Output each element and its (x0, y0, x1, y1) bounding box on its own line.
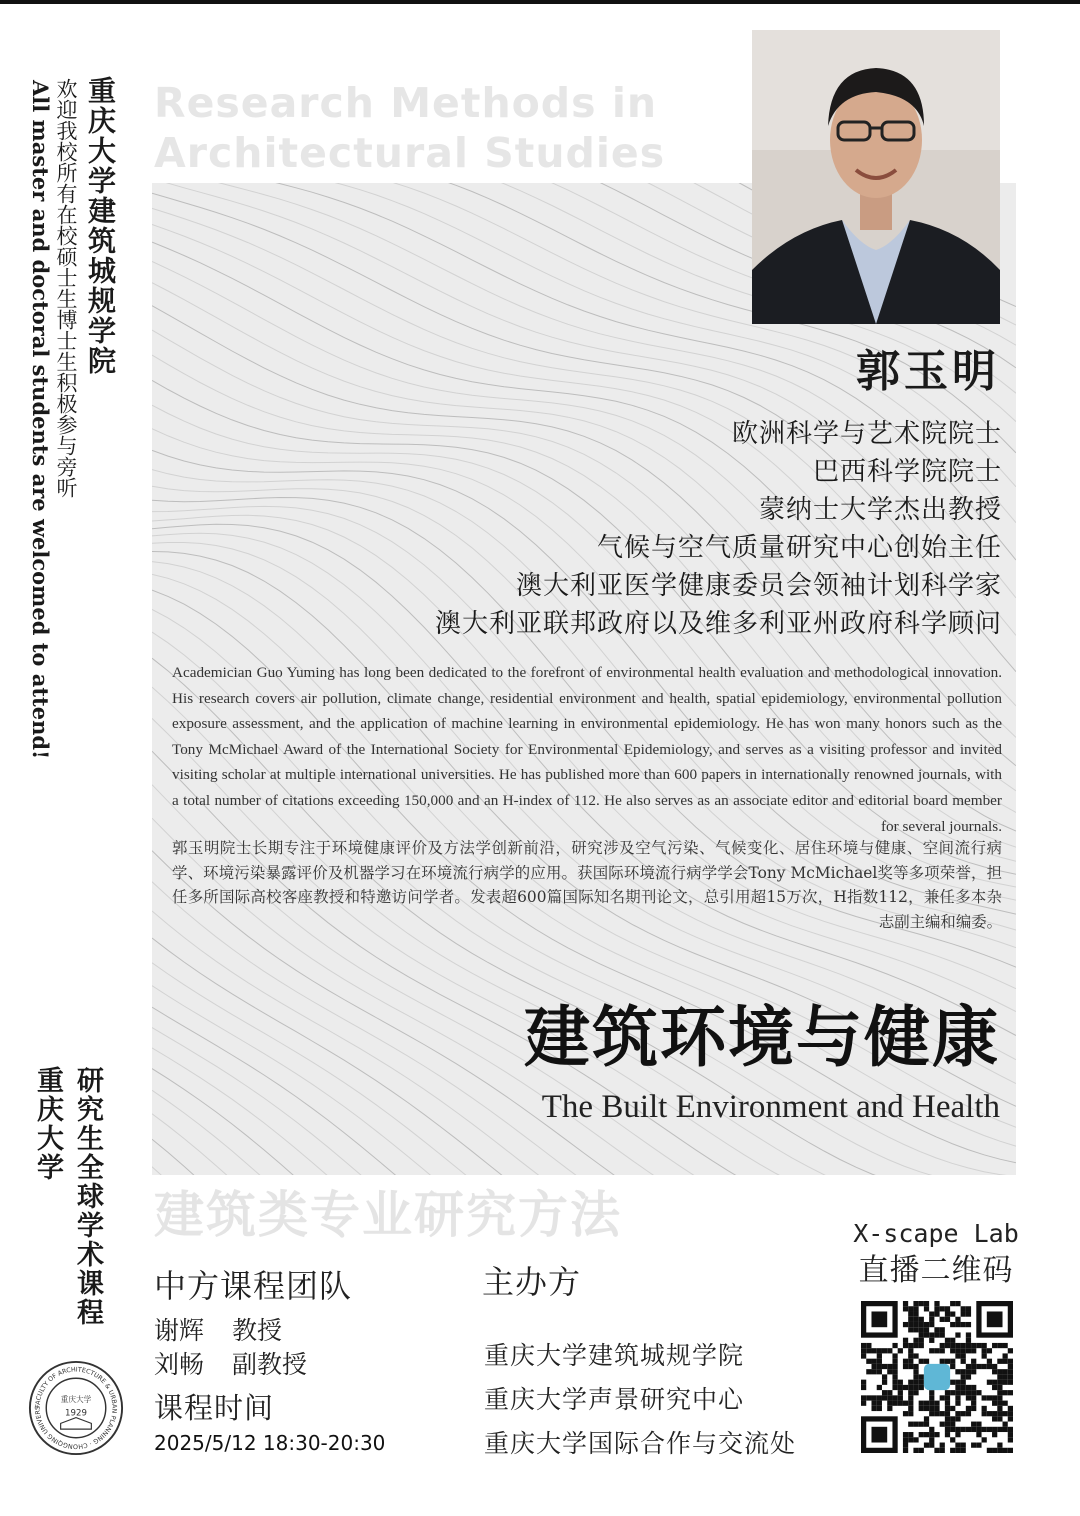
speaker-photo (752, 30, 1000, 324)
time-heading: 课程时间 (154, 1391, 275, 1425)
seal-center-text: 重庆大学 (60, 1395, 92, 1405)
team-member (154, 1348, 307, 1382)
live-qr-code[interactable] (861, 1301, 1013, 1453)
university-seal (28, 1360, 124, 1456)
speaker-name: 郭玉明 (856, 346, 1000, 397)
host-item: 重庆大学国际合作与交流处 (484, 1429, 797, 1458)
live-qr-label: 直播二维码 (858, 1253, 1014, 1288)
speaker-title: 蒙纳士大学杰出教授 (758, 495, 1002, 525)
host-item: 重庆大学建筑城规学院 (484, 1341, 745, 1370)
course-time: 2025/5/12 18:30-20:30 (154, 1431, 386, 1455)
top-border (0, 0, 1080, 4)
course-series-vertical: 研究生全球学术课程 (72, 1066, 103, 1327)
host-heading: 主办方 (482, 1263, 582, 1301)
member-role: 副教授 (232, 1350, 308, 1379)
speaker-bio-chinese: 郭玉明院士长期专注于环境健康评价及方法学创新前沿，研究涉及空气污染、气候变化、居住环境与健康、空间流行病学、环境污染暴露评价及机器学习在环境流行病学的应用。获国际环境流行病学学会Tony McMichael奖等多项荣誉，担任多所国际高校客座教授和特邀访问学者。发表超600篇国际知名期刊论文，总引用超15万次，H指数112，兼任多本杂志副主编和编委。 (172, 839, 1002, 931)
university-vertical: 重庆大学 (32, 1066, 63, 1182)
speaker-bio-english: Academician Guo Yuming has long been dedicated to the forefront of environmental health evaluation and methodological innovation. His research covers air pollution, climate change, residential environment and health, spatial epidemiology, environmental pollution exposure assessment, and the application of machine learning in environmental epidemiology. He has won many honors such as the Tony McMichael Award of the International Society for Environmental Epidemiology, and serves as a visiting professor and invited visiting scholar at multiple international universities. He has published more than 600 papers in internationally renowned journals, with a total number of citations exceeding 150,000 and an H-index of 112. He also serves as an associate editor and editorial board member for several journals. (172, 664, 1002, 835)
lab-name: X-scape Lab (853, 1219, 1019, 1248)
speaker-title: 澳大利亚联邦政府以及维多利亚州政府科学顾问 (434, 609, 1002, 639)
course-title-en: The Built Environment and Health (541, 1089, 1000, 1125)
speaker-titles (435, 415, 1002, 643)
seal-ring-text: FACULTY OF ARCHITECTURE & URBAN PLANNING · CHONGQING UNIVERS (34, 1366, 118, 1450)
speaker-title: 欧洲科学与艺术院院士 (731, 419, 1002, 449)
team-member (154, 1314, 307, 1348)
team-list (154, 1314, 307, 1382)
seal-year: 1929 (65, 1408, 87, 1419)
welcome-text-en: All master and doctoral students are welcomed to attend! (28, 80, 53, 760)
speaker-title: 气候与空气质量研究中心创始主任 (596, 533, 1002, 563)
member-name: 谢辉 (154, 1316, 205, 1345)
ghost-title-line-1: Research Methods in (154, 79, 658, 127)
member-role: 教授 (232, 1316, 283, 1345)
speaker-title: 巴西科学院院士 (812, 457, 1002, 487)
team-heading: 中方课程团队 (154, 1267, 353, 1305)
welcome-text-cn: 欢迎我校所有在校硕士生博士生积极参与旁听 (54, 78, 78, 498)
speaker-title: 澳大利亚医学健康委员会领袖计划科学家 (515, 571, 1002, 601)
ghost-chinese-title: 建筑类专业研究方法 (154, 1186, 622, 1244)
school-name-vertical: 重庆大学建筑城规学院 (84, 76, 117, 376)
ghost-title-line-2: Architectural Studies (154, 129, 666, 177)
course-title-cn: 建筑环境与健康 (524, 998, 1000, 1076)
host-list (484, 1334, 796, 1466)
ghost-english-title (154, 78, 754, 178)
member-name: 刘畅 (154, 1350, 205, 1379)
host-item: 重庆大学声景研究中心 (484, 1385, 745, 1414)
